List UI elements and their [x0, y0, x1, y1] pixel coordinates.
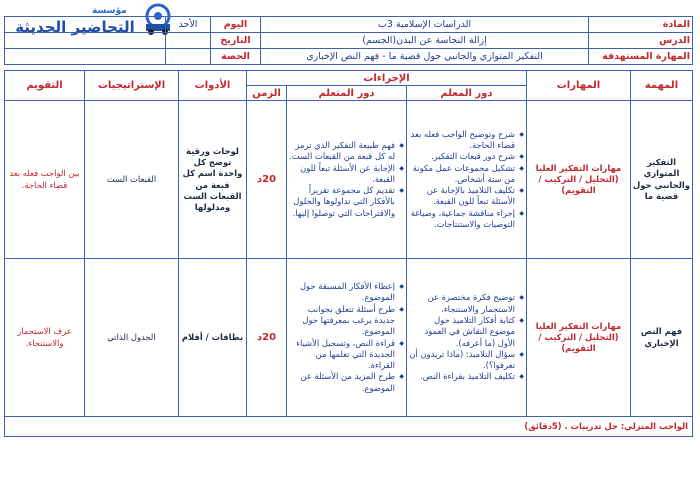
evaluation-cell: بين الواجب فعله بعد قضاء الحاجة.	[5, 101, 85, 259]
homework-text: الواجب المنزلي: حل تدريبات . (5دقائق)	[5, 417, 693, 437]
blank-cell	[5, 33, 166, 49]
list-item: ◆ تكليف التلاميذ بقراءة النص.	[409, 371, 524, 382]
target-skill-label: المهارة المستهدفة	[589, 49, 693, 65]
lesson-header-table	[4, 16, 693, 65]
learner-role-cell	[287, 101, 407, 259]
list-item: ◆ شرح وتوضيح الواجب فعله بعد قضاء الحاجة.	[409, 129, 524, 152]
list-item: ◆ سؤال التلاميذ: (ماذا تريدون أن تعرفوا؟).	[409, 349, 524, 372]
table-row	[5, 259, 693, 417]
tools-cell: لوحات ورقية توضح كل واحدة اسم كل قبعة من القبعات الست ومدلولها	[179, 101, 247, 259]
learner-role-cell	[287, 259, 407, 417]
day-value: الأحد	[166, 17, 211, 33]
skills-header: المهارات	[527, 71, 631, 101]
date-value	[166, 33, 211, 49]
list-item: ◆ توضيح فكرة مختصرة عن الاستجمار والاستنجاء.	[409, 292, 524, 315]
homework-row	[5, 417, 693, 437]
logo-subtitle: مؤسسة	[92, 6, 127, 16]
task-cell: التفكير المتوازي والجانبي حول قضية ما	[631, 101, 693, 259]
teacher-role-cell	[407, 101, 527, 259]
list-item: ◆ فهم طبيعة التفكير الذي ترمز له كل قبعة من القبعات الست.	[289, 140, 404, 163]
list-item: ◆ إعطاء الأفكار المسبقة حول الموضوع.	[289, 281, 404, 304]
procedures-header: الإجراءات	[247, 71, 527, 86]
skills-cell: مهارات التفكير العليا (التحليل / التركيب / التقويم)	[527, 259, 631, 417]
strategies-header: الإستراتيجيات	[85, 71, 179, 101]
list-item: ◆ طرح أسئلة تتعلق بجوانب جديدة يرغب بمعرفتها حول الموضوع.	[289, 304, 404, 338]
tools-cell: بطاقات / أقلام	[179, 259, 247, 417]
list-item: ◆ كتابة أفكار التلاميذ حول موضوع النقاش في العمود الأول (ما أعرفه).	[409, 315, 524, 349]
time-cell: 20د	[247, 101, 287, 259]
logo-title: التحاضير الحديثة	[15, 18, 135, 36]
evaluation-header: التقويم	[5, 71, 85, 101]
list-item: ◆ قراءة النص، وتسجيل الأشياء الجديدة التي تعلمها من القراءة.	[289, 338, 404, 372]
date-label: التاريخ	[211, 33, 261, 49]
list-item: ◆ الإجابة عن الأسئلة تبعاً للون القبعة.	[289, 163, 404, 186]
lesson-label: الدرس	[589, 33, 693, 49]
procedures-table	[4, 70, 693, 437]
subject-label: المادة	[589, 17, 693, 33]
list-item: ◆ إجراء مناقشة جماعية، وصياغة التوصيات والاستنتاجات.	[409, 208, 524, 231]
blank-cell	[5, 49, 166, 65]
period-value	[166, 49, 211, 65]
list-item: ◆ تكليف التلاميذ بالإجابة عن الأسئلة تبعاً للون القبعة.	[409, 185, 524, 208]
blank-cell	[5, 17, 166, 33]
teacher-role-header: دور المعلم	[407, 86, 527, 101]
period-label: الحصة	[211, 49, 261, 65]
learner-role-header: دور المتعلم	[287, 86, 407, 101]
lesson-plan-sheet	[4, 16, 692, 437]
subject-value: الدراسات الإسلامية 3ب	[261, 17, 589, 33]
day-label: اليوم	[211, 17, 261, 33]
task-header: المهمة	[631, 71, 693, 101]
lesson-value: إزالة النجاسة عن البدن(الجسم)	[261, 33, 589, 49]
list-item: ◆ تقديم كل مجموعة تقريراً بالأفكار التي تداولوها والحلول والاقتراحات التي توصلوا إليها.	[289, 185, 404, 219]
time-header: الزمن	[247, 86, 287, 101]
evaluation-cell: عرف الاستجمار والاستنجاء.	[5, 259, 85, 417]
task-cell: فهم النص الإخباري	[631, 259, 693, 417]
tools-header: الأدوات	[179, 71, 247, 101]
strategies-cell: الجدول الذاتي	[85, 259, 179, 417]
list-item: ◆ شرح دور قبعات التفكير.	[409, 151, 524, 162]
table-row	[5, 101, 693, 259]
strategies-cell: القبعات الست	[85, 101, 179, 259]
time-cell: 20د	[247, 259, 287, 417]
target-skill-value: التفكير المتوازي والجانبي حول قضية ما - فهم النص الإخباري	[261, 49, 589, 65]
skills-cell: مهارات التفكير العليا (التحليل / التركيب / التقويم)	[527, 101, 631, 259]
list-item: ◆ تشكيل مجموعات عمل مكونة من ستة أشخاص.	[409, 163, 524, 186]
list-item: ◆ طرح المزيد من الأسئلة عن الموضوع.	[289, 371, 404, 394]
teacher-role-cell	[407, 259, 527, 417]
